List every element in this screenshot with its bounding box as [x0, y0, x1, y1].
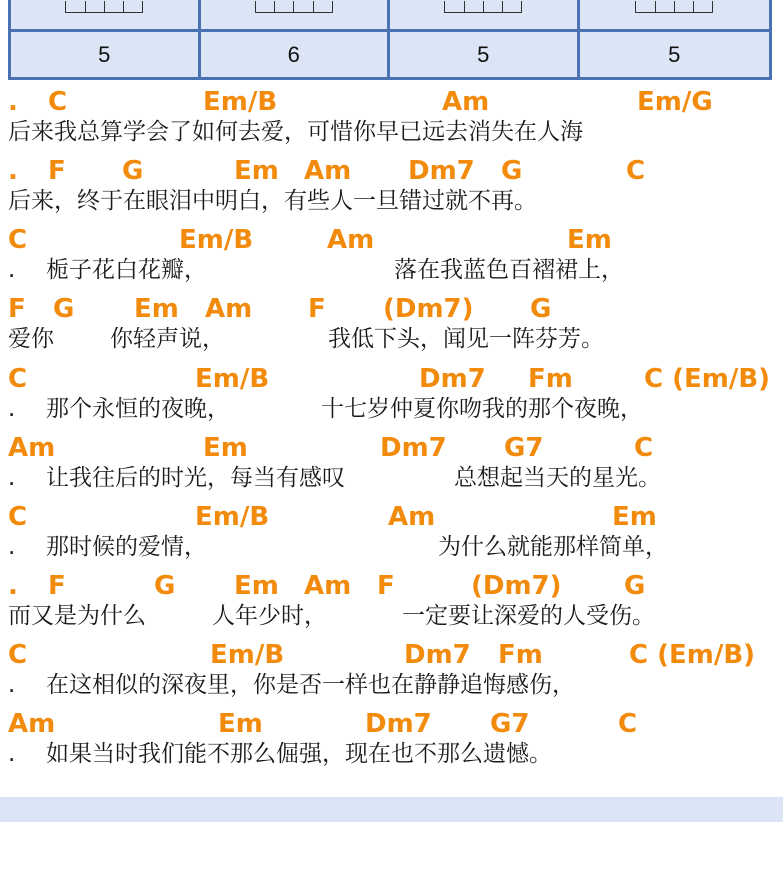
chord: C [48, 87, 68, 117]
chord: C [8, 502, 28, 532]
chord: Dm7 [419, 364, 486, 394]
lyric-line [8, 394, 643, 424]
chord: F [48, 156, 66, 186]
chord: (Dm7) [383, 294, 474, 324]
chord: Em/B [195, 364, 270, 394]
lyric-line [8, 255, 624, 285]
chord: G [501, 156, 523, 186]
chord: Dm7 [380, 433, 447, 463]
chord: C [8, 225, 28, 255]
chord-diagram-cell [580, 0, 770, 32]
chord: Em [612, 502, 657, 532]
lyric-text: 那时候的爱情， [46, 534, 207, 560]
chord-diagram-cell [11, 0, 201, 32]
chord: Em [234, 571, 279, 601]
chord-fret-table [8, 0, 772, 80]
chord-diagram-cell [201, 0, 391, 32]
footer-band [0, 797, 783, 822]
chord-line [8, 87, 713, 117]
chord: Dm7 [408, 156, 475, 186]
chord: Em/B [195, 502, 270, 532]
chord: F [377, 571, 395, 601]
chord: Am [327, 225, 375, 255]
fret-number: 5 [390, 32, 580, 77]
chord: Em [134, 294, 179, 324]
chord: Fm [528, 364, 573, 394]
chord: Am [205, 294, 253, 324]
chord: . [8, 571, 18, 601]
lyric-text: 十七岁仲夏你吻我的那个夜晚， [321, 396, 643, 422]
chord: Em [218, 709, 263, 739]
lyric-text: 落在我蓝色百褶裙上， [394, 257, 624, 283]
chord: G7 [504, 433, 544, 463]
chord: C (Em/B) [644, 364, 771, 394]
chord: C [626, 156, 646, 186]
lyric-text: . [8, 534, 16, 560]
chord: Am [304, 156, 352, 186]
chord: G [530, 294, 552, 324]
chord-diagram [65, 1, 143, 13]
lyric-text: 让我往后的时光，每当有感叹 [46, 465, 345, 491]
chord: Am [304, 571, 352, 601]
chord: F [48, 571, 66, 601]
lyric-text: 总想起当天的星光。 [454, 465, 661, 491]
chord: . [8, 156, 18, 186]
lyric-text: 而又是为什么 [8, 603, 146, 629]
chord: Dm7 [404, 640, 471, 670]
chord: Em/B [203, 87, 278, 117]
chord-line [8, 364, 771, 394]
chord: Em/G [637, 87, 713, 117]
lyric-line [8, 324, 604, 354]
lyric-text: 后来，终于在眼泪中明白，有些人一旦错过就不再。 [8, 188, 537, 214]
chord-line [8, 640, 756, 670]
chord: G [122, 156, 144, 186]
chord-line [8, 571, 646, 601]
chord-line [8, 502, 657, 532]
chord-diagram [635, 1, 713, 13]
chord: Em [234, 156, 279, 186]
lyric-text: . [8, 672, 16, 698]
lyric-text: 我低下头，闻见一阵芬芳。 [328, 326, 604, 352]
lyric-text: 栀子花白花瓣， [46, 257, 207, 283]
chord: Dm7 [365, 709, 432, 739]
chord: G [154, 571, 176, 601]
lyric-text: 那个永恒的夜晚， [46, 396, 230, 422]
chord: Em [567, 225, 612, 255]
chord-line [8, 433, 654, 463]
chord: G [53, 294, 75, 324]
fret-number: 5 [580, 32, 770, 77]
chord: C [8, 364, 28, 394]
lyric-text: 爱你 [8, 326, 54, 352]
chord-line [8, 225, 612, 255]
lyric-text: . [8, 396, 16, 422]
chord-diagram-cell [390, 0, 580, 32]
lyric-text: 如果当时我们能不那么倔强，现在也不那么遗憾。 [46, 741, 552, 767]
chord: G [624, 571, 646, 601]
chord: G7 [490, 709, 530, 739]
fret-number: 5 [11, 32, 201, 77]
chord: F [308, 294, 326, 324]
chord: Em/B [179, 225, 254, 255]
lyric-text: . [8, 257, 16, 283]
lyric-text: 后来我总算学会了如何去爱，可惜你早已远去消失在人海 [8, 119, 583, 145]
chord: Am [8, 433, 56, 463]
lyric-line [8, 117, 583, 147]
chord: C [8, 640, 28, 670]
lyric-line [8, 186, 537, 216]
lyric-text: . [8, 741, 16, 767]
chord: Fm [498, 640, 543, 670]
lyric-text: 为什么就能那样简单， [438, 534, 668, 560]
chord: . [8, 87, 18, 117]
fret-number: 6 [201, 32, 391, 77]
chord-line [8, 156, 646, 186]
lyric-line [8, 601, 655, 631]
chord: Em/B [210, 640, 285, 670]
lyric-text: 在这相似的深夜里，你是否一样也在静静追悔感伤， [46, 672, 575, 698]
chord: C (Em/B) [629, 640, 756, 670]
lyric-text: 一定要让深爱的人受伤。 [402, 603, 655, 629]
lyric-line [8, 532, 668, 562]
chord-diagram [255, 1, 333, 13]
lyric-line [8, 463, 661, 493]
chord-line [8, 294, 552, 324]
lyric-text: 你轻声说， [110, 326, 225, 352]
chord: F [8, 294, 26, 324]
lyric-text: 人年少时， [212, 603, 327, 629]
chord: Am [442, 87, 490, 117]
chord: Am [388, 502, 436, 532]
chord: C [618, 709, 638, 739]
chord: C [634, 433, 654, 463]
chord-diagram [444, 1, 522, 13]
lyric-line [8, 739, 552, 769]
chord: Em [203, 433, 248, 463]
chord: (Dm7) [471, 571, 562, 601]
lyric-line [8, 670, 575, 700]
chord-line [8, 709, 638, 739]
chord: Am [8, 709, 56, 739]
lyric-text: . [8, 465, 16, 491]
